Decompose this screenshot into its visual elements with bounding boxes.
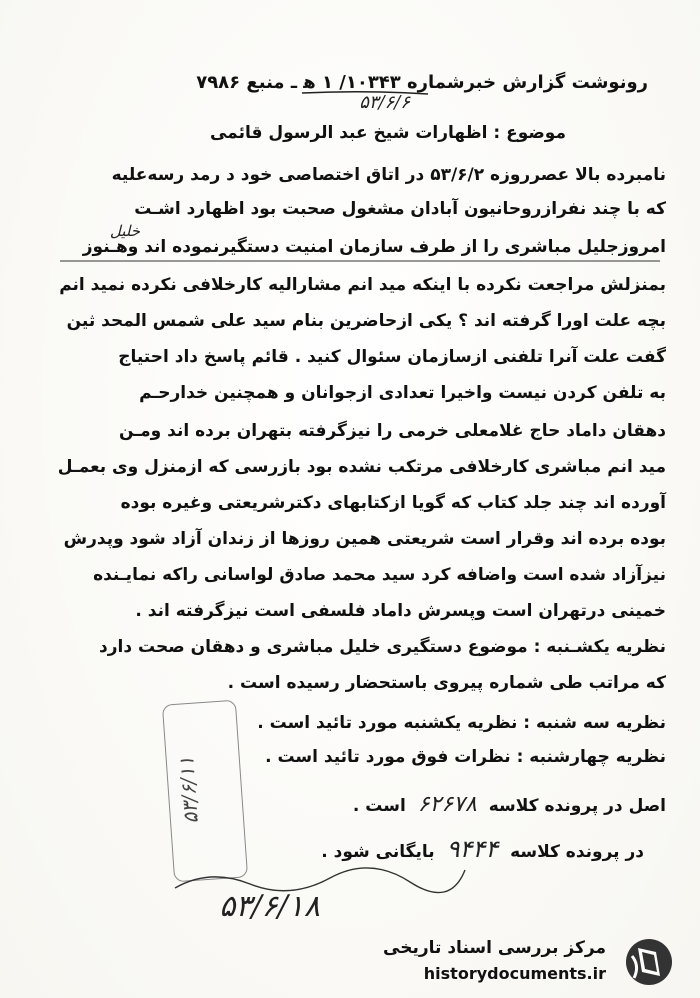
filing-copy-prefix: در پرونده کلاسه <box>510 842 644 862</box>
header-title: رونوشت گزارش خبرشماره ۱۰۳۴۳/ ۱ ه‍ ـ منبع ۷۹۸۶ <box>196 72 648 93</box>
body-line: امروزجلیل مباشری را از طرف سازمان امنیت دستگیرنموده اند وهـنوز <box>82 237 666 257</box>
archive-logo-icon <box>620 936 678 988</box>
filing-original-suffix: است . <box>352 796 406 816</box>
header-underline <box>300 90 430 96</box>
header-date-annotation: ۵۳/۶/۶ <box>359 92 410 113</box>
handwritten-correction: خلیل <box>109 222 140 240</box>
body-line: گفت علت آنرا تلفنی ازسازمان سئوال کنید . قائم پاسخ داد احتیاج <box>118 347 666 367</box>
opinion-wednesday: نظریه چهارشنبه : نظرات فوق مورد تائید است . <box>265 747 666 767</box>
filing-original <box>353 794 666 817</box>
body-line: نیزآزاد شده است واضافه کرد سید محمد صادق لواسانی راکه نمایـنده <box>93 565 666 585</box>
body-line: مید انم مباشری کارخلافی مرتکب نشده بود بازرسی که ازمنزل وی بعمـل <box>57 457 666 477</box>
filing-copy-suffix: بایگانی شود . <box>321 842 435 862</box>
filing-original-number: ۶۲۶۷۸ <box>417 792 477 817</box>
bottom-handwriting: ۵۳/۶/۱۸ <box>219 889 320 924</box>
stamp-text: ۵۳/۶/۱۱ <box>174 755 203 825</box>
body-line: بچه علت اورا گرفته اند ؟ یکی ازحاضرین بنام سید علی شمس المحد ثین <box>66 311 666 331</box>
body-line: خمینی درتهران است وپسرش داماد فلسفی است نیزگرفته اند . <box>135 601 666 621</box>
filing-original-prefix: اصل در پرونده کلاسه <box>488 796 666 816</box>
body-line: آورده اند چند جلد کتاب که گویا ازکتابهای دکترشریعتی وغیره بوده <box>120 493 666 513</box>
bottom-scribble <box>170 858 470 898</box>
watermark-name: مرکز بررسی اسناد تاریخی <box>383 938 606 958</box>
rule-line <box>60 259 660 263</box>
body-line: بمنزلش مراجعت نکرده با اینکه مید انم مشارالیه کارخلافی نکرده نمید انم <box>59 275 666 295</box>
watermark-url: historydocuments.ir <box>423 964 606 983</box>
body-line: دهقان داماد حاج غلامعلی خرمی را نیزگرفته بتهران برده اند ومـن <box>119 421 666 441</box>
registration-stamp <box>162 700 248 883</box>
body-line: که با چند نفرازروحانیون آبادان مشغول صحبت بود اظهارد اشـت <box>134 199 666 219</box>
filing-copy-number: ۹۴۴۴ <box>446 835 499 863</box>
opinion-sunday: نظریه یکشـنبه : موضوع دستگیری خلیل مباشری و دهقان صحت دارد <box>99 637 666 657</box>
opinion-sunday-cont: که مراتب طی شماره پیروی باستحضار رسیده است . <box>227 673 666 693</box>
body-line: بوده برده اند وقرار است شریعتی همین روزها از زندان آزاد شود وپدرش <box>63 529 666 549</box>
subject-line: موضوع : اظهارات شیخ عبد الرسول قائمی <box>209 123 566 143</box>
body-line: نامبرده بالا عصرروزه ۵۳/۶/۲ در اتاق اختصاصی خود د رمد رسه‌علیه <box>111 165 666 185</box>
body-line: به تلفن کردن نیست واخیرا تعدادی ازجوانان و همچنین خدارحـم <box>139 383 666 403</box>
opinion-tuesday: نظریه سه شنبه : نظریه یکشنبه مورد تائید است . <box>257 713 666 733</box>
